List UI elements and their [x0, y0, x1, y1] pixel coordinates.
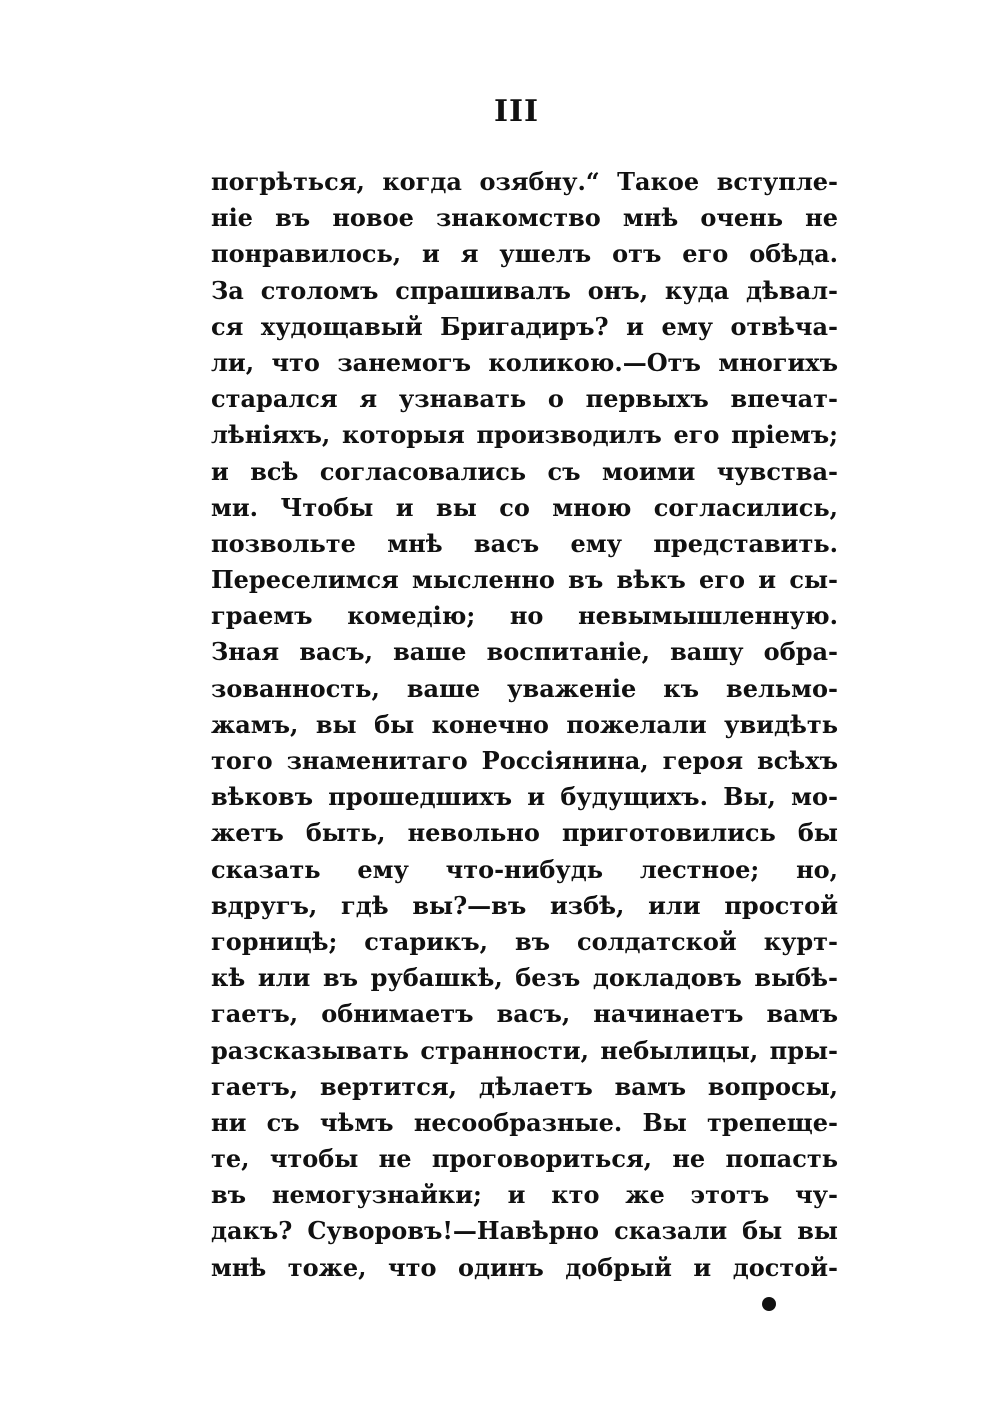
text-line: позвольте мнѣ васъ ему представить.	[211, 528, 838, 558]
text-line: те, чтобы не проговориться, не попасть	[211, 1144, 838, 1174]
text-line: ли, что занемогъ коликою.—Отъ многихъ	[211, 347, 838, 377]
body-text	[211, 164, 838, 1286]
text-line: дакъ? Суворовъ!—Навѣрно сказали бы вы	[211, 1216, 838, 1246]
page-number: III	[493, 94, 540, 129]
text-line: въ немогузнайки; и кто же этотъ чу-	[211, 1180, 838, 1210]
text-line: гаетъ, обнимаетъ васъ, начинаетъ вамъ	[211, 999, 838, 1029]
text-line: граемъ комедію; но невымышленную.	[211, 601, 838, 631]
text-line: разсказывать странности, небылицы, пры-	[211, 1035, 838, 1065]
text-line: ніе въ новое знакомство мнѣ очень не	[211, 203, 838, 233]
text-line: ми. Чтобы и вы со мною согласились,	[211, 492, 838, 522]
text-line: старался я узнавать о первыхъ впечат-	[211, 384, 838, 414]
text-line: За столомъ спрашивалъ онъ, куда дѣвал-	[211, 275, 838, 305]
text-line: понравилось, и я ушелъ отъ его обѣда.	[211, 239, 838, 269]
text-line: горницѣ; старикъ, въ солдатской курт-	[211, 926, 838, 956]
text-line: вдругъ, гдѣ вы?—въ избѣ, или простой	[211, 890, 838, 920]
text-line: Переселимся мысленно въ вѣкъ его и сы-	[211, 565, 838, 595]
text-line: мнѣ тоже, что одинъ добрый и достой-	[211, 1252, 838, 1282]
signature-mark-dot	[762, 1297, 776, 1311]
text-line: погрѣться, когда озябну.“ Такое вступле-	[211, 167, 838, 196]
text-line: зованность, ваше уваженіе къ вельмо-	[211, 673, 838, 703]
text-line: лѣніяхъ, которыя производилъ его пріемъ;	[211, 420, 838, 450]
text-line: вѣковъ прошедшихъ и будущихъ. Вы, мо-	[211, 782, 838, 812]
text-line: сказать ему что-нибудь лестное; но,	[211, 854, 838, 884]
text-line: ни съ чѣмъ несообразные. Вы трепеще-	[211, 1107, 838, 1137]
text-line: жамъ, вы бы конечно пожелали увидѣть	[211, 709, 838, 739]
text-line: и всѣ согласовались съ моими чувства-	[211, 456, 838, 486]
text-line: Зная васъ, ваше воспитаніе, вашу обра-	[211, 637, 838, 667]
text-line: кѣ или въ рубашкѣ, безъ докладовъ выбѣ-	[211, 963, 838, 993]
text-line: жетъ быть, невольно приготовились бы	[211, 818, 838, 848]
text-line: ся худощавый Бригадиръ? и ему отвѣча-	[211, 311, 838, 341]
text-line: того знаменитаго Россіянина, героя всѣхъ	[211, 746, 838, 775]
text-line: гаетъ, вертится, дѣлаетъ вамъ вопросы,	[211, 1071, 838, 1101]
